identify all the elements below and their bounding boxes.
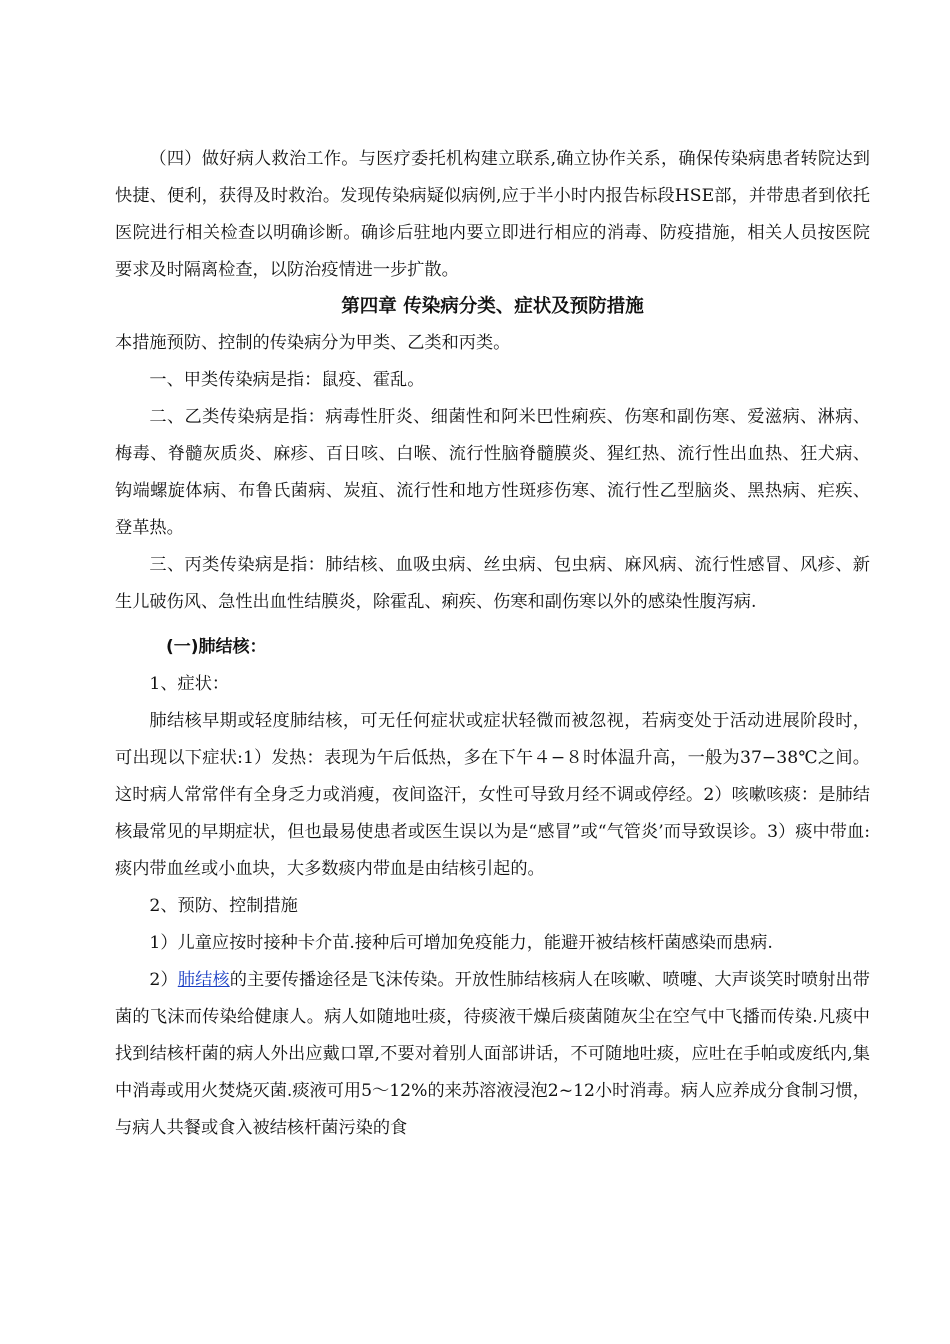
- section-heading-tuberculosis: (一)肺结核：: [166, 637, 267, 657]
- paragraph-class-a: 一、甲类传染病是指：鼠疫、霍乱。: [149, 370, 425, 390]
- paragraph-class-b: 二、乙类传染病是指：病毒性肝炎、细菌性和阿米巴性痢疾、伤寒和副伤寒、爱滋病、淋病、梅毒、脊髓灰质炎、麻疹、百日咳、白喉、流行性脑脊髓膜炎、猩红热、流行性出血热、狂犬病、钩端螺旋体病、布鲁氏菌病、炭疽、流行性和地方性斑疹伤寒、流行性乙型脑炎、黑热病、疟疾、登革热。: [115, 407, 870, 538]
- chapter-title: 第四章 传染病分类、症状及预防措施: [341, 296, 644, 317]
- prevention-2-prefix: 2）: [149, 970, 178, 990]
- paragraph-intro: 本措施预防、控制的传染病分为甲类、乙类和丙类。: [115, 333, 511, 353]
- tuberculosis-link[interactable]: 肺结核: [177, 970, 230, 990]
- paragraph-prevention-1: 1）儿童应按时接种卡介苗.接种后可增加免疫能力，能避开被结核杆菌感染而患病.: [149, 933, 773, 953]
- subheading-symptoms: 1、症状：: [149, 674, 230, 694]
- paragraph-class-c: 三、丙类传染病是指：肺结核、血吸虫病、丝虫病、包虫病、麻风病、流行性感冒、风疹、新生儿破伤风、急性出血性结膜炎，除霍乱、痢疾、伤寒和副伤寒以外的感染性腹泻病.: [115, 555, 870, 612]
- paragraph-patient-treatment: （四）做好病人救治工作。与医疗委托机构建立联系,确立协作关系，确保传染病患者转院达到快捷、便利，获得及时救治。发现传染病疑似病例,应于半小时内报告标段HSE部，并带患者到依托医院进行相关检查以明确诊断。确诊后驻地内要立即进行相应的消毒、防疫措施，相关人员按医院要求及时隔离检查，以防治疫情进一步扩散。: [115, 149, 870, 280]
- subheading-prevention: 2、预防、控制措施: [149, 896, 298, 916]
- prevention-2-text: 的主要传播途径是飞沫传染。开放性肺结核病人在咳嗽、喷嚏、大声谈笑时喷射出带菌的飞沫而传染给健康人。病人如随地吐痰，待痰液干燥后痰菌随灰尘在空气中飞播而传染.凡痰中找到结核杆菌的病人外出应戴口罩,不要对着别人面部讲话，不可随地吐痰，应吐在手帕或废纸内,集中消毒或用火焚烧灭菌.痰液可用5～12%的来苏溶液浸泡2~12小时消毒。病人应养成分食制习惯，与病人共餐或食入被结核杆菌污染的食: [115, 970, 870, 1138]
- paragraph-prevention-2: [115, 962, 870, 1147]
- paragraph-symptoms: 肺结核早期或轻度肺结核，可无任何症状或症状轻微而被忽视，若病变处于活动进展阶段时，可出现以下症状:1）发热：表现为午后低热，多在下午４−８时体温升高，一般为37−38℃之间。这时病人常常伴有全身乏力或消瘦，夜间盗汗，女性可导致月经不调或停经。2）咳嗽咳痰：是肺结核最常见的早期症状，但也最易使患者或医生误以为是“感冒”或“气管炎’而导致误诊。3）痰中带血:痰内带血丝或小血块，大多数痰内带血是由结核引起的。: [115, 711, 870, 879]
- document-page: [115, 141, 870, 1147]
